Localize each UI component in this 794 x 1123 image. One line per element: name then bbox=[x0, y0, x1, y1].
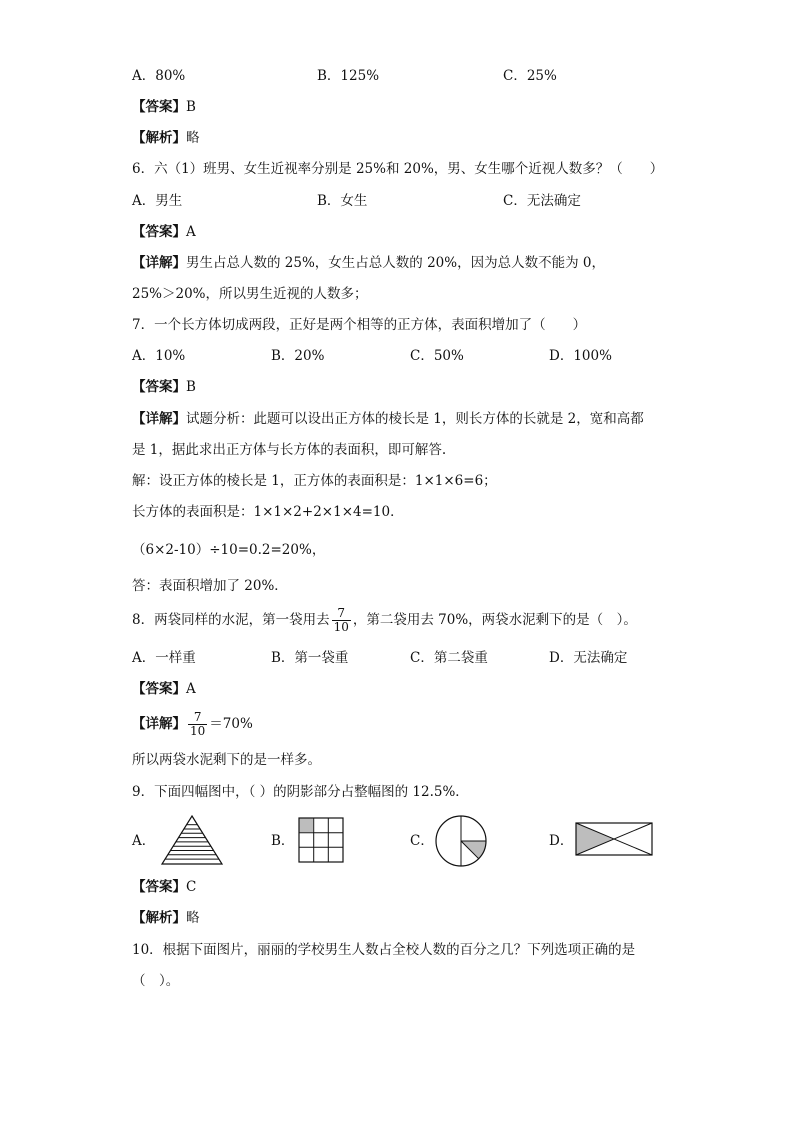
q7-solution-2: 长方体的表面积是：1×1×2+2×1×4=10． bbox=[132, 504, 404, 520]
q8-option-c: C．第二袋重 bbox=[410, 650, 488, 666]
q7-option-c: C．50% bbox=[410, 348, 464, 364]
q7-option-d: D．100% bbox=[549, 348, 612, 364]
q9-answer: 【答案】C bbox=[132, 879, 197, 895]
q8-option-a: A．一样重 bbox=[132, 650, 196, 666]
q8-answer: 【答案】A bbox=[132, 681, 196, 697]
q9-figure-triangle bbox=[160, 814, 224, 866]
q6-detail: 【详解】男生占总人数的 25%，女生占总人数的 20%，因为总人数不能为 0， bbox=[132, 255, 605, 271]
q7-answer: 【答案】B bbox=[132, 379, 196, 395]
q6-answer: 【答案】A bbox=[132, 224, 196, 240]
q8-detail: 【详解】 $\frac{7}{10}$ ＝70% bbox=[132, 710, 253, 738]
q5-option-b: B．125% bbox=[317, 68, 380, 84]
q7-detail: 【详解】试题分析：此题可以设出正方体的棱长是 1，则长方体的长就是 2，宽和高都 bbox=[132, 411, 644, 427]
q8-detail-fraction: $\frac{7}{10}$ bbox=[190, 710, 206, 738]
q8-fraction: $\frac{7}{10}$ bbox=[333, 606, 349, 634]
q6-detail-cont: 25%＞20%，所以男生近视的人数多； bbox=[132, 286, 368, 302]
q7-detail-cont: 是 1，据此求出正方体与长方体的表面积，即可解答. bbox=[132, 442, 447, 458]
q9-figure-rectangle bbox=[575, 822, 653, 856]
q8-option-d: D．无法确定 bbox=[549, 650, 628, 666]
q6-stem: 6．六（1）班男、女生近视率分别是 25%和 20%，男、女生哪个近视人数多？（ ） bbox=[132, 161, 664, 177]
q9-stem: 9．下面四幅图中，（ ）的阴影部分占整幅图的 12.5%． bbox=[132, 784, 469, 800]
q6-option-a: A．男生 bbox=[132, 193, 183, 209]
q6-option-b: B．女生 bbox=[317, 193, 368, 209]
q7-stem: 7．一个长方体切成两段，正好是两个相等的正方体，表面积增加了（ ） bbox=[132, 317, 587, 333]
q6-option-c: C．无法确定 bbox=[503, 193, 581, 209]
q5-answer: 【答案】B bbox=[132, 99, 196, 115]
q8-option-b: B．第一袋重 bbox=[271, 650, 349, 666]
q10-stem-cont: （ ）。 bbox=[132, 973, 180, 989]
q5-analysis: 【解析】略 bbox=[132, 130, 200, 146]
q9-option-a-label: A． bbox=[132, 833, 156, 849]
q8-stem: 8．两袋同样的水泥，第一袋用去 $\frac{7}{10}$ ，第二袋用去 70%，两袋水泥剩下的是（ ）。 bbox=[132, 606, 637, 634]
q7-solution-4: 答：表面积增加了 20%． bbox=[132, 578, 288, 594]
q9-option-d-label: D． bbox=[549, 833, 574, 849]
q9-option-b-label: B． bbox=[271, 833, 295, 849]
q9-figure-circle bbox=[434, 814, 488, 868]
q7-option-a: A．10% bbox=[132, 348, 186, 364]
q8-detail-cont: 所以两袋水泥剩下的是一样多。 bbox=[132, 752, 321, 768]
q7-solution-1: 解：设正方体的棱长是 1，正方体的表面积是：1×1×6=6； bbox=[132, 473, 497, 489]
q7-solution-3: （6×2-10）÷10=0.2=20%， bbox=[132, 542, 326, 558]
q10-stem: 10．根据下面图片，丽丽的学校男生人数占全校人数的百分之几？下列选项正确的是 bbox=[132, 942, 636, 958]
q9-figure-grid bbox=[298, 817, 344, 863]
q5-option-c: C．25% bbox=[503, 68, 557, 84]
q9-analysis: 【解析】略 bbox=[132, 910, 200, 926]
q9-option-c-label: C． bbox=[410, 833, 434, 849]
q7-option-b: B．20% bbox=[271, 348, 325, 364]
q5-option-a: A．80% bbox=[132, 68, 186, 84]
